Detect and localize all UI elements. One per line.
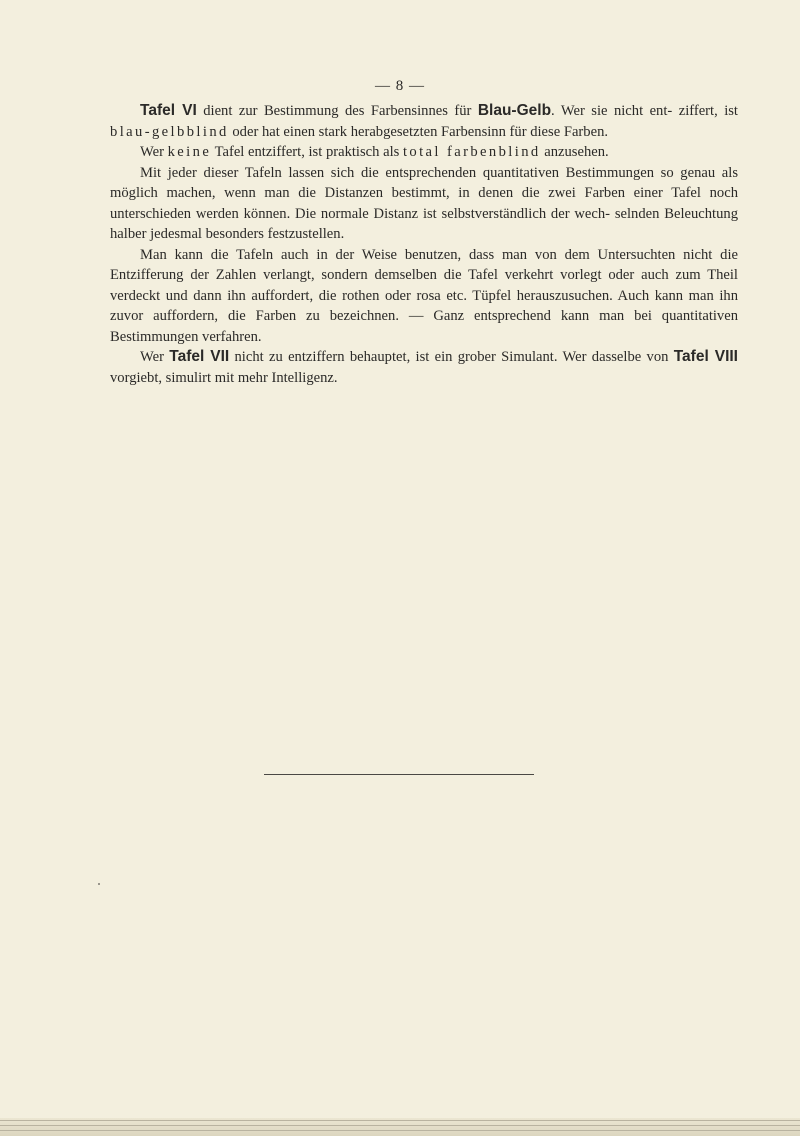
text-segment: Tafel entziffert, ist praktisch als: [211, 144, 403, 160]
paragraph-tafel-vi: [110, 101, 738, 142]
text-segment: anzusehen.: [540, 144, 609, 160]
body-text: [110, 101, 738, 388]
paper-speck: [98, 883, 100, 885]
edge-line: [0, 1130, 800, 1131]
page-bottom-edge: [0, 1118, 800, 1136]
text-segment: oder hat einen stark herabgesetzten Farbensinn für diese Farben.: [228, 123, 609, 140]
paragraph-keine-tafel: [110, 142, 738, 163]
paragraph-verwendung: [110, 245, 738, 348]
text-segment: nicht zu entziffern behauptet, ist ein grober Simulant. Wer dasselbe von: [229, 349, 674, 365]
text-segment: Wer: [140, 349, 170, 365]
blau-gelb-term: Blau-Gelb: [477, 102, 552, 119]
text-segment: vorgiebt, simulirt mit mehr Intelligenz.: [110, 369, 338, 386]
text-segment: Wer: [140, 144, 168, 160]
tafel-vii-term: Tafel VII: [169, 348, 230, 365]
page-number: — 8 —: [375, 78, 425, 94]
text-segment: Mit jeder dieser Tafeln lassen sich die entsprechenden quantitativen Bestimmungen so genau als möglich machen, wenn man die Distanzen bestimmt, in denen die zwei Farben einer Tafel noch unterschieden werden können. Die normale Distanz ist selbstverständlich der wech- selnden Beleuchtung halber jedesmal besonders festzustellen.: [110, 164, 738, 242]
blau-gelbblind-term: blau-gelbblind: [110, 123, 229, 140]
tafel-viii-term: Tafel VIII: [673, 348, 738, 365]
text-segment: Man kann die Tafeln auch in der Weise benutzen, dass man von dem Untersuchten nicht die Entzifferung der Zahlen verlangt, sondern demselben die Tafel verkehrt vorlegt oder auch zum Theil verdeckt und dann ihn auffordert, die rothen oder rosa etc. Tüpfel herauszusuchen. Auch kann man ihn zuvor auffordern, die Farben zu bezeichnen. — Ganz entsprechend kann man bei quantitativen Bestimmungen verfahren.: [110, 246, 738, 345]
section-divider: [264, 774, 534, 775]
paragraph-simulant: [110, 347, 738, 388]
paragraph-quantitative: [110, 163, 738, 245]
text-segment: dient zur Bestimmung des Farbensinnes für: [196, 103, 478, 119]
text-segment: . Wer sie nicht ent- ziffert, ist: [551, 103, 738, 119]
tafel-vi-heading: Tafel VI: [140, 102, 197, 119]
edge-line: [0, 1120, 800, 1121]
edge-line: [0, 1125, 800, 1126]
total-farbenblind-term: total farbenblind: [402, 144, 541, 160]
keine-term: keine: [167, 144, 212, 160]
